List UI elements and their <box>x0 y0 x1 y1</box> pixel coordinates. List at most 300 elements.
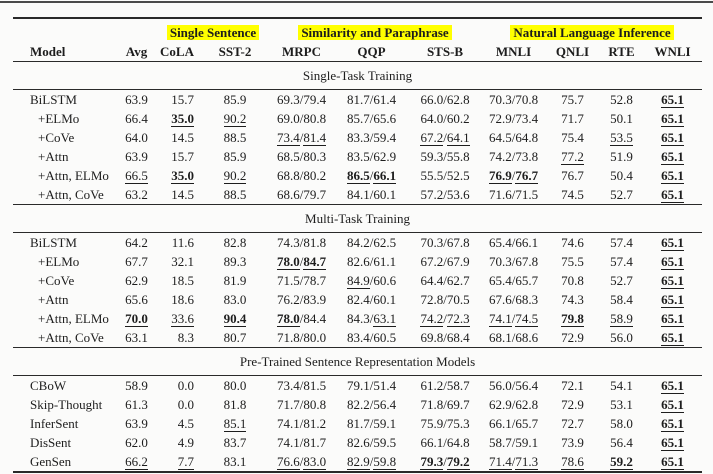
slash-separator: / <box>299 130 304 145</box>
score-value: 81.2 <box>303 416 327 431</box>
score-cell <box>643 147 702 166</box>
score-value: 62.9 <box>373 149 397 164</box>
score-value: 65.1 <box>661 397 684 412</box>
slash-separator: / <box>443 235 447 250</box>
score-cell <box>158 90 202 110</box>
score-value: 70.3 <box>488 254 512 269</box>
score-value: 65.6 <box>125 292 148 307</box>
score-value: 51.9 <box>610 149 633 164</box>
score-value: 69.3 <box>276 92 300 107</box>
score-cell <box>482 185 545 205</box>
score-value: 65.6 <box>373 111 397 126</box>
slash-separator: / <box>511 273 516 288</box>
score-cell <box>115 433 158 452</box>
section-header-row-multi-task-training <box>13 205 702 233</box>
score-value: 71.4 <box>488 454 512 469</box>
score-value: 78.0 <box>276 311 300 326</box>
score-value: 67.8 <box>446 235 470 250</box>
slash-separator: / <box>299 168 304 183</box>
score-value: 15.7 <box>171 149 194 164</box>
group-header-natural-language-inference <box>482 18 702 41</box>
group-header-row <box>13 18 702 41</box>
score-value: 80.0 <box>303 330 327 345</box>
score-value: 81.4 <box>303 130 327 145</box>
score-value: 80.7 <box>223 330 247 345</box>
column-header-wnli: WNLI <box>643 41 702 62</box>
score-value: 74.3 <box>276 235 300 250</box>
score-cell <box>545 376 600 396</box>
score-value: 57.4 <box>610 235 633 250</box>
slash-separator: / <box>299 454 304 469</box>
score-value: 85.7 <box>346 111 370 126</box>
score-cell <box>545 233 600 253</box>
score-value: 14.5 <box>171 187 194 202</box>
score-value: 60.5 <box>373 330 397 345</box>
slash-separator: / <box>511 187 516 202</box>
score-cell <box>115 376 158 396</box>
score-value: 74.1 <box>276 416 300 431</box>
score-value: 65.1 <box>661 378 684 393</box>
score-cell <box>202 185 268 205</box>
score-cell <box>115 128 158 147</box>
slash-separator: / <box>511 454 516 469</box>
model-name: Skip-Thought <box>30 397 103 412</box>
score-value: 58.9 <box>125 378 148 393</box>
score-value: 65.1 <box>661 92 684 107</box>
table-body <box>13 62 702 473</box>
score-cell <box>545 433 600 452</box>
table-row-dissent <box>13 433 702 452</box>
score-cell <box>643 233 702 253</box>
score-cell <box>600 433 643 452</box>
score-value: 84.4 <box>303 311 327 326</box>
score-value: 33.6 <box>171 311 194 326</box>
slash-separator: / <box>443 454 447 469</box>
score-cell <box>202 147 268 166</box>
score-value: 64.4 <box>420 273 444 288</box>
score-cell <box>482 166 545 185</box>
score-cell <box>408 233 482 253</box>
score-cell <box>643 328 702 348</box>
score-value: 74.2 <box>488 149 512 164</box>
score-value: 71.3 <box>515 454 539 469</box>
score-value: 58.4 <box>610 292 633 307</box>
score-value: 66.1 <box>488 416 512 431</box>
score-cell <box>545 309 600 328</box>
score-cell <box>335 252 408 271</box>
score-value: 58.7 <box>446 378 470 393</box>
score-cell <box>600 452 643 472</box>
score-cell <box>482 252 545 271</box>
score-value: 78.7 <box>303 273 327 288</box>
column-header-rte: RTE <box>600 41 643 62</box>
score-value: 4.9 <box>177 435 194 450</box>
score-value: 70.0 <box>125 311 148 326</box>
column-header-sts-b: STS-B <box>408 41 482 62</box>
score-cell <box>202 271 268 290</box>
score-cell <box>545 414 600 433</box>
score-cell <box>643 309 702 328</box>
score-value: 65.4 <box>488 235 512 250</box>
table-head <box>13 18 702 62</box>
score-cell <box>643 128 702 147</box>
score-cell <box>600 290 643 309</box>
score-value: 64.8 <box>446 435 470 450</box>
score-cell <box>408 376 482 396</box>
score-value: 63.1 <box>373 311 397 326</box>
slash-separator: / <box>369 235 374 250</box>
group-header-label: Natural Language Inference <box>510 25 673 40</box>
score-value: 66.1 <box>373 168 397 183</box>
glue-benchmark-results-table <box>13 17 702 473</box>
score-cell <box>202 452 268 472</box>
score-cell <box>202 233 268 253</box>
score-value: 80.2 <box>303 168 327 183</box>
score-cell <box>115 271 158 290</box>
score-cell <box>600 376 643 396</box>
slash-separator: / <box>511 292 516 307</box>
score-cell <box>202 328 268 348</box>
column-header-qqp: QQP <box>335 41 408 62</box>
score-value: 76.7 <box>561 168 584 183</box>
score-value: 81.8 <box>223 397 247 412</box>
score-cell <box>335 433 408 452</box>
score-value: 71.5 <box>515 187 539 202</box>
score-cell <box>600 185 643 205</box>
score-value: 65.1 <box>661 416 684 431</box>
score-value: 63.9 <box>125 416 148 431</box>
score-cell <box>482 147 545 166</box>
score-value: 67.9 <box>446 254 470 269</box>
score-value: 79.8 <box>561 311 584 326</box>
score-value: 85.9 <box>223 149 247 164</box>
slash-separator: / <box>369 92 374 107</box>
score-cell <box>545 395 600 414</box>
slash-separator: / <box>369 111 374 126</box>
score-value: 82.9 <box>346 454 370 469</box>
score-cell <box>600 166 643 185</box>
table-row-cove <box>13 128 702 147</box>
score-cell <box>643 395 702 414</box>
column-header-cola: CoLA <box>158 41 202 62</box>
table-row-attn-cove <box>13 185 702 205</box>
score-value: 66.5 <box>125 168 148 183</box>
section-title: Pre-Trained Sentence Representation Models <box>13 348 702 376</box>
score-cell <box>158 433 202 452</box>
score-value: 60.1 <box>373 292 397 307</box>
score-value: 50.4 <box>610 168 633 183</box>
score-cell <box>545 328 600 348</box>
score-cell <box>115 166 158 185</box>
score-cell <box>158 452 202 472</box>
score-cell <box>600 271 643 290</box>
score-cell <box>158 185 202 205</box>
score-value: 50.1 <box>610 111 633 126</box>
slash-separator: / <box>299 292 304 307</box>
score-value: 79.4 <box>303 92 327 107</box>
column-header-row <box>13 41 702 62</box>
score-cell <box>600 90 643 110</box>
score-cell <box>268 109 335 128</box>
score-value: 68.8 <box>276 168 300 183</box>
score-cell <box>408 147 482 166</box>
score-value: 90.2 <box>223 168 247 183</box>
score-value: 76.2 <box>276 292 300 307</box>
score-cell <box>158 233 202 253</box>
score-value: 72.9 <box>488 111 512 126</box>
score-value: 74.1 <box>488 311 512 326</box>
section-title: Multi-Task Training <box>13 205 702 233</box>
score-value: 80.8 <box>303 111 327 126</box>
score-value: 65.1 <box>661 435 684 450</box>
score-value: 53.5 <box>610 130 633 145</box>
score-value: 35.0 <box>171 111 194 126</box>
slash-separator: / <box>511 397 516 412</box>
score-cell <box>268 376 335 396</box>
slash-separator: / <box>443 149 447 164</box>
score-cell <box>482 376 545 396</box>
score-cell <box>202 376 268 396</box>
score-value: 82.6 <box>346 254 370 269</box>
slash-separator: / <box>369 187 374 202</box>
slash-separator: / <box>299 397 304 412</box>
score-cell <box>268 166 335 185</box>
score-cell <box>408 271 482 290</box>
score-value: 85.9 <box>223 92 247 107</box>
score-value: 63.9 <box>125 149 148 164</box>
score-cell <box>408 109 482 128</box>
score-cell <box>268 290 335 309</box>
group-header-label: Single Sentence <box>167 25 259 40</box>
score-value: 59.2 <box>610 454 633 469</box>
score-cell <box>335 109 408 128</box>
score-value: 69.7 <box>446 397 470 412</box>
score-cell <box>202 109 268 128</box>
score-value: 65.4 <box>488 273 512 288</box>
score-value: 69.8 <box>420 330 444 345</box>
score-value: 74.2 <box>420 311 444 326</box>
table-row-gensen <box>13 452 702 472</box>
score-cell <box>202 252 268 271</box>
score-value: 35.0 <box>171 168 194 183</box>
score-cell <box>482 290 545 309</box>
slash-separator: / <box>511 149 516 164</box>
score-cell <box>158 395 202 414</box>
score-value: 59.1 <box>515 435 539 450</box>
score-value: 72.7 <box>561 416 584 431</box>
score-value: 83.1 <box>223 454 247 469</box>
score-value: 11.6 <box>171 235 194 250</box>
slash-separator: / <box>443 273 447 288</box>
score-value: 81.5 <box>303 378 327 393</box>
slash-separator: / <box>511 130 516 145</box>
score-cell <box>115 185 158 205</box>
section-header-row-single-task-training <box>13 62 702 90</box>
score-cell <box>335 376 408 396</box>
score-value: 88.5 <box>223 130 247 145</box>
score-cell <box>335 271 408 290</box>
score-value: 59.1 <box>373 416 397 431</box>
score-value: 74.3 <box>561 292 584 307</box>
score-value: 66.0 <box>420 92 444 107</box>
score-value: 67.6 <box>488 292 512 307</box>
score-value: 81.7 <box>346 92 370 107</box>
score-cell <box>158 252 202 271</box>
score-value: 0.0 <box>177 397 194 412</box>
score-cell <box>643 414 702 433</box>
score-cell <box>643 109 702 128</box>
score-value: 79.2 <box>446 454 470 469</box>
score-value: 84.2 <box>346 235 370 250</box>
score-cell <box>408 309 482 328</box>
score-cell <box>115 328 158 348</box>
score-value: 81.9 <box>223 273 247 288</box>
score-value: 55.8 <box>446 149 470 164</box>
score-value: 74.1 <box>276 435 300 450</box>
score-cell <box>158 309 202 328</box>
slash-separator: / <box>369 168 374 183</box>
model-name: +CoVe <box>38 130 75 145</box>
score-cell <box>268 185 335 205</box>
score-cell <box>408 128 482 147</box>
page-top-edge-line <box>0 1 713 3</box>
score-cell <box>643 290 702 309</box>
score-value: 71.7 <box>276 397 300 412</box>
slash-separator: / <box>369 130 374 145</box>
score-value: 75.5 <box>561 254 584 269</box>
score-value: 80.3 <box>303 149 327 164</box>
score-value: 64.5 <box>488 130 512 145</box>
score-value: 64.2 <box>125 235 148 250</box>
score-cell <box>158 414 202 433</box>
section-title: Single-Task Training <box>13 62 702 90</box>
score-value: 62.8 <box>446 92 470 107</box>
score-cell <box>335 233 408 253</box>
score-cell <box>158 290 202 309</box>
score-cell <box>115 452 158 472</box>
score-value: 84.1 <box>346 187 370 202</box>
slash-separator: / <box>443 330 447 345</box>
slash-separator: / <box>511 330 516 345</box>
slash-separator: / <box>511 111 516 126</box>
table-row-bilstm <box>13 233 702 253</box>
slash-separator: / <box>443 435 447 450</box>
score-cell <box>268 328 335 348</box>
slash-separator: / <box>369 435 374 450</box>
score-cell <box>158 328 202 348</box>
score-value: 32.1 <box>171 254 194 269</box>
score-value: 72.9 <box>561 330 584 345</box>
score-cell <box>600 252 643 271</box>
score-cell <box>482 395 545 414</box>
score-cell <box>335 128 408 147</box>
score-value: 66.2 <box>125 454 148 469</box>
slash-separator: / <box>443 111 447 126</box>
score-value: 63.9 <box>125 92 148 107</box>
column-header-sst-2: SST-2 <box>202 41 268 62</box>
score-value: 82.8 <box>223 235 247 250</box>
score-value: 0.0 <box>177 378 194 393</box>
score-cell <box>643 252 702 271</box>
score-cell <box>600 309 643 328</box>
model-name: InferSent <box>30 416 79 431</box>
score-value: 81.8 <box>303 235 327 250</box>
score-cell <box>335 147 408 166</box>
score-value: 52.7 <box>610 187 633 202</box>
score-cell <box>408 328 482 348</box>
score-cell <box>115 90 158 110</box>
score-value: 85.1 <box>223 416 247 431</box>
score-cell <box>202 395 268 414</box>
table-row-cove <box>13 271 702 290</box>
score-value: 68.6 <box>276 187 300 202</box>
column-header-avg: Avg <box>115 41 158 62</box>
slash-separator: / <box>443 130 447 145</box>
score-cell <box>482 233 545 253</box>
score-cell <box>158 128 202 147</box>
score-cell <box>202 166 268 185</box>
score-value: 52.7 <box>610 273 633 288</box>
score-cell <box>643 433 702 452</box>
score-value: 79.1 <box>346 378 370 393</box>
slash-separator: / <box>369 149 374 164</box>
score-cell <box>115 395 158 414</box>
score-cell <box>545 271 600 290</box>
score-value: 14.5 <box>171 130 194 145</box>
slash-separator: / <box>369 292 374 307</box>
score-value: 70.3 <box>488 92 512 107</box>
table-row-attn <box>13 290 702 309</box>
model-name: +Attn, CoVe <box>13 328 115 348</box>
score-cell <box>643 90 702 110</box>
slash-separator: / <box>299 92 304 107</box>
score-value: 72.8 <box>420 292 444 307</box>
score-cell <box>482 109 545 128</box>
group-header-label: Similarity and Paraphrase <box>298 25 451 40</box>
slash-separator: / <box>443 92 447 107</box>
score-value: 79.7 <box>303 187 327 202</box>
score-cell <box>408 395 482 414</box>
column-header-qnli: QNLI <box>545 41 600 62</box>
score-value: 90.4 <box>223 311 247 326</box>
score-value: 53.6 <box>446 187 470 202</box>
score-value: 71.8 <box>276 330 300 345</box>
table-row-infersent <box>13 414 702 433</box>
score-cell <box>335 414 408 433</box>
score-value: 72.9 <box>561 397 584 412</box>
group-header-similarity-and-paraphrase <box>268 18 482 41</box>
score-cell <box>268 433 335 452</box>
model-name: DisSent <box>30 435 72 450</box>
score-value: 60.2 <box>446 111 470 126</box>
slash-separator: / <box>443 378 447 393</box>
model-name: +ELMo <box>38 111 80 126</box>
score-value: 65.1 <box>661 187 684 202</box>
score-value: 65.1 <box>661 235 684 250</box>
score-value: 72.1 <box>561 378 584 393</box>
score-value: 66.4 <box>125 111 148 126</box>
score-cell <box>268 252 335 271</box>
score-cell <box>408 185 482 205</box>
score-cell <box>268 309 335 328</box>
score-cell <box>335 290 408 309</box>
score-cell <box>643 452 702 472</box>
score-value: 73.4 <box>515 111 539 126</box>
score-value: 84.3 <box>346 311 370 326</box>
score-value: 78.0 <box>276 254 300 269</box>
score-cell <box>545 290 600 309</box>
score-value: 74.5 <box>561 187 584 202</box>
